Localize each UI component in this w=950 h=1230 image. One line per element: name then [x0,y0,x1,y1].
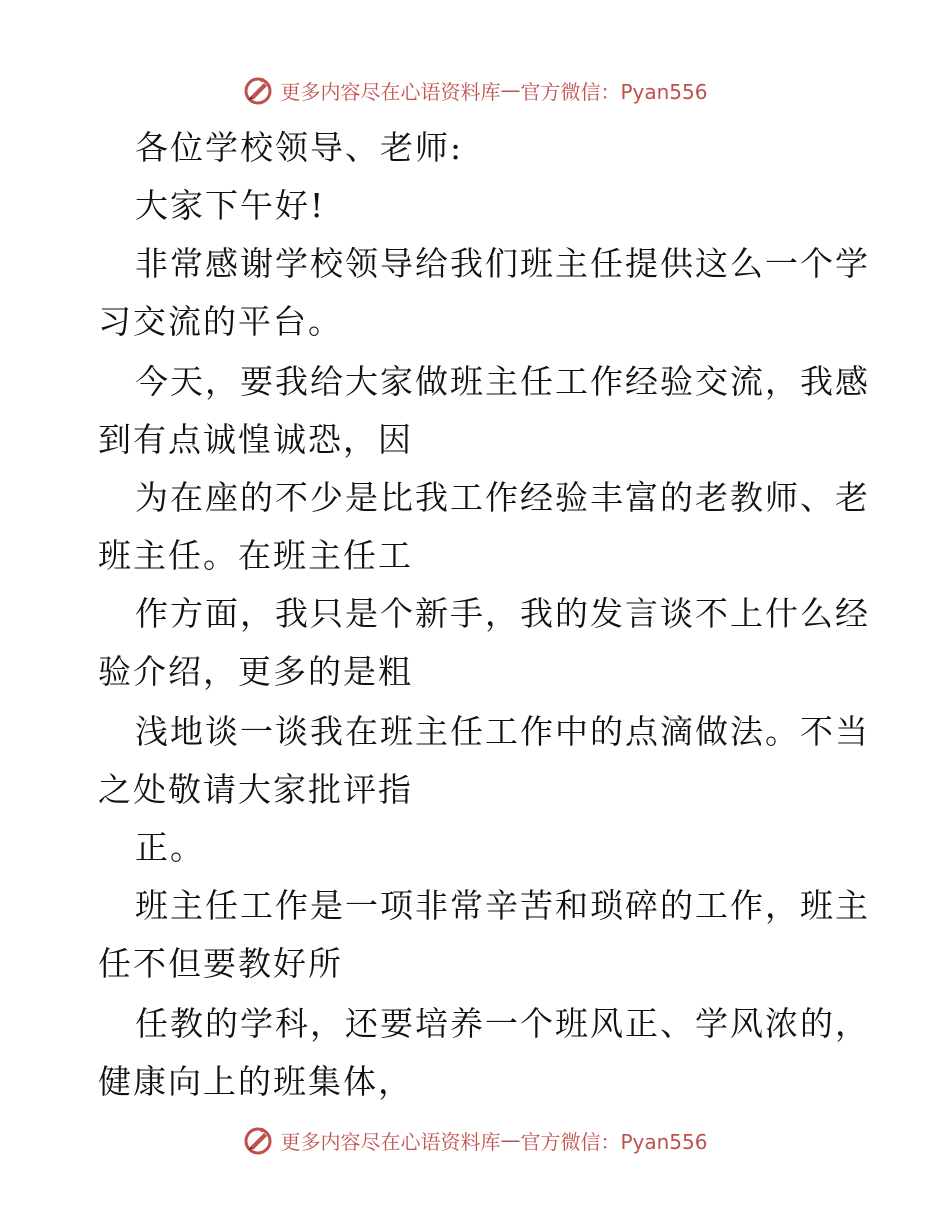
watermark-wechat: 官方微信：Pyan556 [520,1129,708,1154]
paragraph-line: 健康向上的班集体， [98,1062,413,1101]
paragraph-line: 浅地谈一谈我在班主任工作中的点滴做法。不当 [135,712,870,751]
watermark-dash: — [500,1128,521,1152]
paragraph-line: 任不但要教好所 [98,944,343,983]
paragraph-line: 之处敬请大家批评指 [98,770,413,809]
paragraph-line: 正。 [135,828,205,867]
paragraph-line: 非常感谢学校领导给我们班主任提供这么一个学 [135,244,870,283]
paragraph-line: 班主任。在班主任工 [98,536,413,575]
watermark-text: 更多内容尽在心语资料库 [280,79,501,104]
watermark-text: 更多内容尽在心语资料库 [280,1129,501,1154]
paragraph-line: 今天，要我给大家做班主任工作经验交流，我感 [135,362,870,401]
paragraph-line: 习交流的平台。 [98,302,343,341]
paragraph-line: 作方面，我只是个新手，我的发言谈不上什么经 [135,594,870,633]
paragraph-line: 验介绍，更多的是粗 [98,652,413,691]
paragraph-line: 为在座的不少是比我工作经验丰富的老教师、老 [135,478,870,517]
paragraph-line: 班主任工作是一项非常辛苦和琐碎的工作，班主 [135,886,870,925]
watermark-dash: — [500,78,521,102]
paragraph-line: 任教的学科，还要培养一个班风正、学风浓的， [135,1004,870,1043]
watermark-wechat: 官方微信：Pyan556 [520,79,708,104]
paragraph-line: 大家下午好! [135,186,326,225]
pen-logo-icon [242,1124,274,1156]
paragraph-line: 到有点诚惶诚恐，因 [98,420,413,459]
paragraph-line: 各位学校领导、老师: [135,128,464,167]
footer-watermark-banner [0,1120,950,1160]
